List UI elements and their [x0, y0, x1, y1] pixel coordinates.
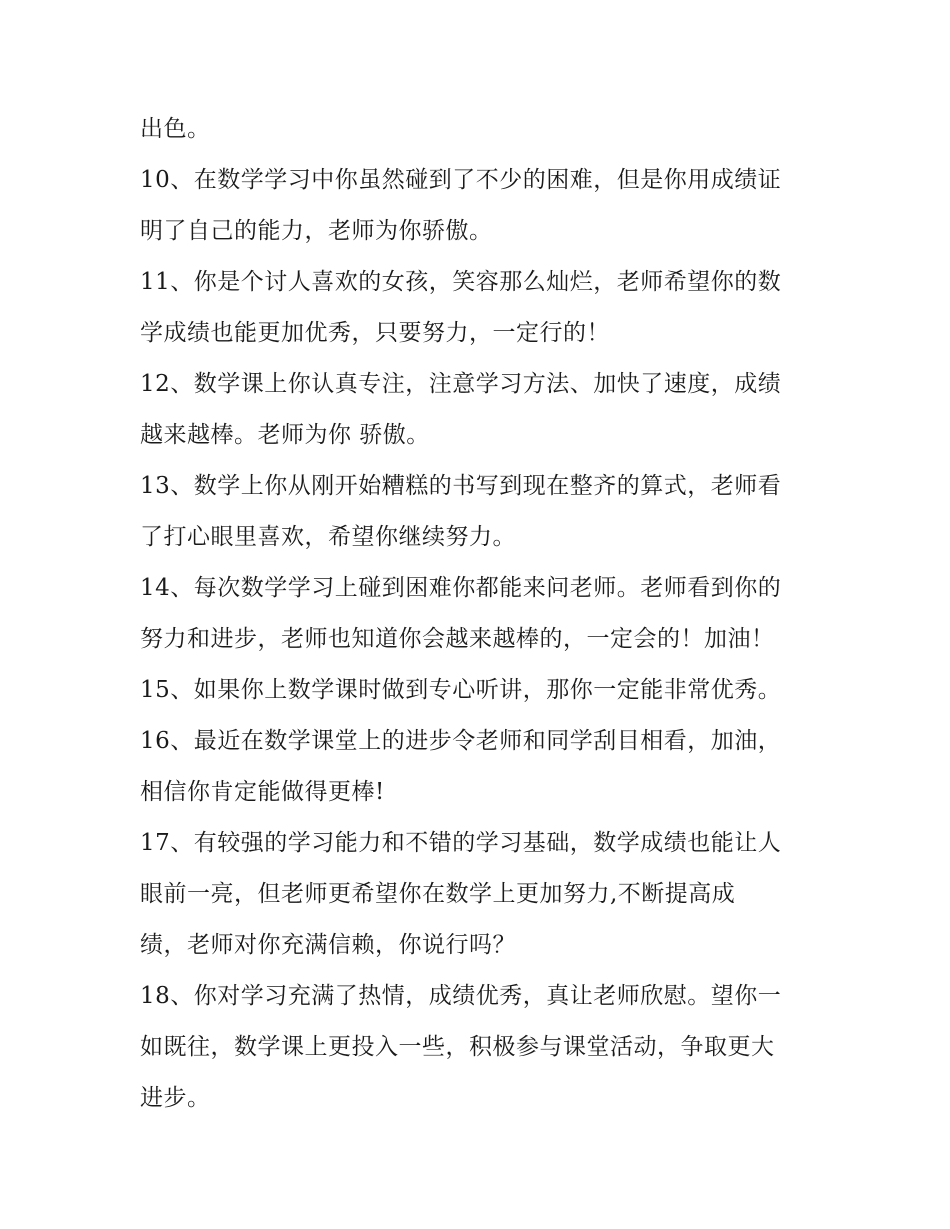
text-line: 14、每次数学学习上碰到困难你都能来问老师。老师看到你的: [140, 575, 782, 601]
text-line: 眼前一亮，但老师更希望你在数学上更加努力,不断提高成: [140, 881, 736, 907]
text-line: 了打心眼里喜欢，希望你继续努力。: [140, 524, 516, 550]
text-line: 13、数学上你从刚开始糟糕的书写到现在整齐的算式，老师看: [140, 473, 782, 499]
text-line: 努力和进步，老师也知道你会越来越棒的，一定会的！加油！: [140, 626, 775, 652]
text-line: 绩，老师对你充满信赖，你说行吗？: [140, 932, 516, 958]
text-line: 相信你肯定能做得更棒!: [140, 779, 385, 805]
document-body: [140, 104, 820, 1124]
text-line: 进步。: [140, 1085, 211, 1111]
text-line: 如既往，数学课上更投入一些，积极参与课堂活动，争取更大: [140, 1034, 775, 1060]
text-line: 17、有较强的学习能力和不错的学习基础，数学成绩也能让人: [140, 830, 782, 856]
text-line: 明了自己的能力，老师为你骄傲。: [140, 218, 493, 244]
text-line: 12、数学课上你认真专注，注意学习方法、加快了速度，成绩: [140, 371, 782, 397]
text-line: 出色。: [140, 116, 211, 142]
text-line: 18、你对学习充满了热情，成绩优秀，真让老师欣慰。望你一: [140, 983, 782, 1009]
text-line: 越来越棒。老师为你 骄傲。: [140, 422, 430, 448]
text-line: 15、如果你上数学课时做到专心听讲，那你一定能非常优秀。: [140, 677, 782, 703]
text-line: 学成绩也能更加优秀，只要努力，一定行的！: [140, 320, 610, 346]
text-line: 11、你是个讨人喜欢的女孩，笑容那么灿烂，老师希望你的数: [140, 269, 782, 295]
text-line: 10、在数学学习中你虽然碰到了不少的困难，但是你用成绩证: [140, 167, 782, 193]
text-line: 16、最近在数学课堂上的进步令老师和同学刮目相看，加油，: [140, 728, 782, 754]
